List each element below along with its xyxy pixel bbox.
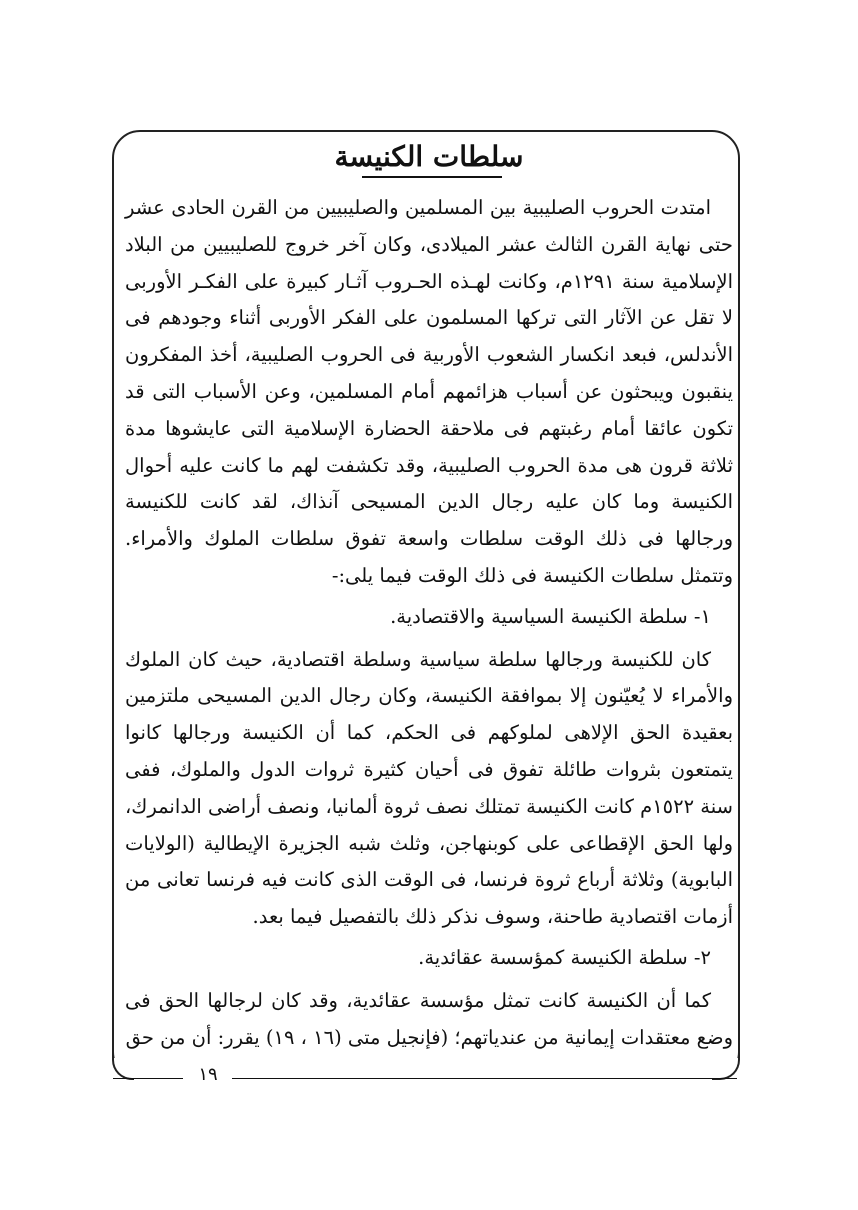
body-text [125, 190, 733, 1056]
footer-rule-right [232, 1078, 737, 1079]
title-underline [362, 176, 502, 178]
page-title: سلطات الكنيسة [334, 140, 524, 173]
paragraph-intro: امتدت الحروب الصليبية بين المسلمين والصليبيين من القرن الحادى عشر حتى نهاية القرن الثالث عشر الميلادى، وكان آخر خروج للصليبيين من البلاد الإسلامية سنة ١٢٩١م، وكانت لهـذه الحـروب آثـار كبيرة على الفكـر الأوربى لا تقل عن الآثار التى تركها المسلمون على الفكر الأوربى أثناء وجودهم فى الأندلس، فبعد انكسار الشعوب الأوربية فى الحروب الصليبية، أخذ المفكرون ينقبون ويبحثون عن أسباب هزائمهم أمام المسلمين، وعن الأسباب التى قد تكون عائقا أمام رغبتهم فى ملاحقة الحضارة الإسلامية التى عايشوها مدة ثلاثة قرون هى مدة الحروب الصليبية، وقد تكشفت لهم ما كانت عليه أحوال الكنيسة وما كان عليه رجال الدين المسيحى آنذاك، لقد كانت للكنيسة ورجالها فى ذلك الوقت سلطات واسعة تفوق سلطات الملوك والأمراء. وتتمثل سلطات الكنيسة فى ذلك الوقت فيما يلى:- [125, 196, 733, 587]
footer-rule-left [113, 1078, 183, 1079]
paragraph-political-economic: كان للكنيسة ورجالها سلطة سياسية وسلطة اقتصادية، حيث كان الملوك والأمراء لا يُعيّنون إلا بموافقة الكنيسة، وكان رجال الدين المسيحى ملتزمين بعقيدة الحق الإلاهى لملوكهم فى الحكم، كما أن الكنيسة ورجالها كانوا يتمتعون بثروات طائلة تفوق فى أحيان كثيرة ثروات الدول والملوك، ففى سنة ١٥٢٢م كانت الكنيسة تمتلك نصف ثروة ألمانيا، ونصف أراضى الدانمرك، ولها الحق الإقطاعى على كوبنهاجن، وثلث شبه الجزيرة الإيطالية (الولايات البابوية) وثلاثة أرباع ثروة فرنسا، فى الوقت الذى كانت فيه فرنسا تعانى من أزمات اقتصادية طاحنة، وسوف نذكر ذلك بالتفصيل فيما بعد. [125, 647, 733, 929]
section-heading-doctrinal: ٢- سلطة الكنيسة كمؤسسة عقائدية. [418, 945, 711, 969]
page-number: ١٩ [198, 1064, 218, 1085]
section-heading-political-economic: ١- سلطة الكنيسة السياسية والاقتصادية. [390, 604, 711, 628]
paragraph-doctrinal: كما أن الكنيسة كانت تمثل مؤسسة عقائدية، وقد كان لرجالها الحق فى وضع معتقدات إيمانية من عندياتهم؛ (فإنجيل متى (١٦ ، ١٩) يقرر: أن من حق [125, 988, 733, 1049]
